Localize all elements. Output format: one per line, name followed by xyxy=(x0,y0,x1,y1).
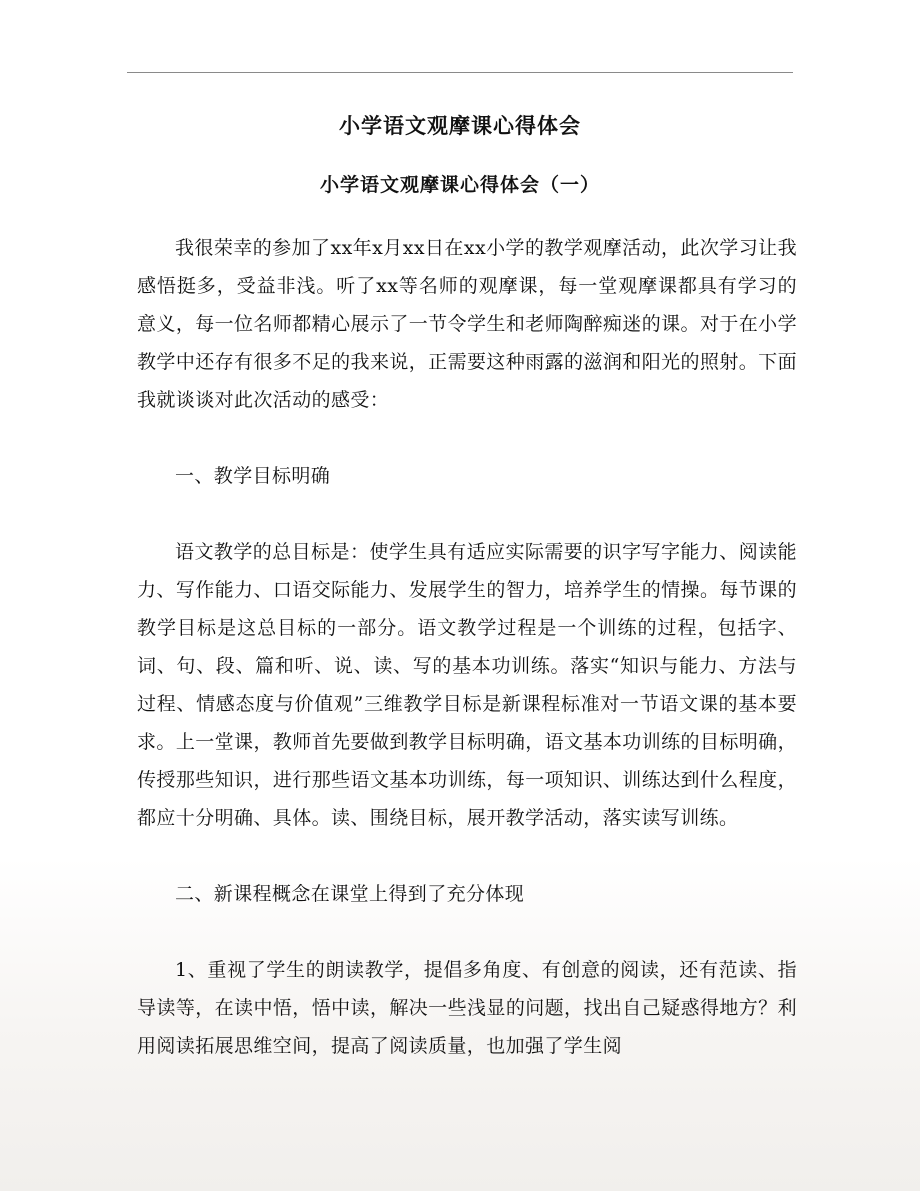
section-heading-2: 二、新课程概念在课堂上得到了充分体现 xyxy=(175,883,525,905)
paragraph-intro: 我很荣幸的参加了xx年x月xx日在xx小学的教学观摩活动，此次学习让我感悟挺多，受益非浅。听了xx等名师的观摩课，每一堂观摩课都具有学习的意义，每一位名师都精心展示了一节令学生和老师陶醉痴迷的课。对于在小学教学中还存有很多不足的我来说，正需要这种雨露的滋润和阳光的照射。下面我就谈谈对此次活动的感受： xyxy=(137,237,797,411)
document-title: 小学语文观摩课心得体会 xyxy=(339,113,581,138)
document-subtitle: 小学语文观摩课心得体会（一） xyxy=(319,174,600,196)
paragraph-goals: 语文教学的总目标是：使学生具有适应实际需要的识字写字能力、阅读能力、写作能力、口语交际能力、发展学生的智力，培养学生的情操。每节课的教学目标是这总目标的一部分。语文教学过程是一个训练的过程，包括字、词、句、段、篇和听、说、读、写的基本功训练。落实“知识与能力、方法与过程、情感态度与价值观”三维教学目标是新课程标准对一节语文课的基本要求。上一堂课，教师首先要做到教学目标明确，语文基本功训练的目标明确，传授那些知识，进行那些语文基本功训练，每一项知识、训练达到什么程度，都应十分明确、具体。读、围绕目标，展开教学活动，落实读写训练。 xyxy=(137,541,797,829)
document-body xyxy=(137,229,797,1103)
section-heading-1: 一、教学目标明确 xyxy=(175,465,331,487)
header-rule xyxy=(127,72,793,73)
paragraph-reading: 1、重视了学生的朗读教学，提倡多角度、有创意的阅读，还有范读、指导读等，在读中悟，悟中读，解决一些浅显的问题，找出自己疑惑得地方？利用阅读拓展思维空间，提高了阅读质量，也加强了学生阅 xyxy=(137,959,797,1057)
